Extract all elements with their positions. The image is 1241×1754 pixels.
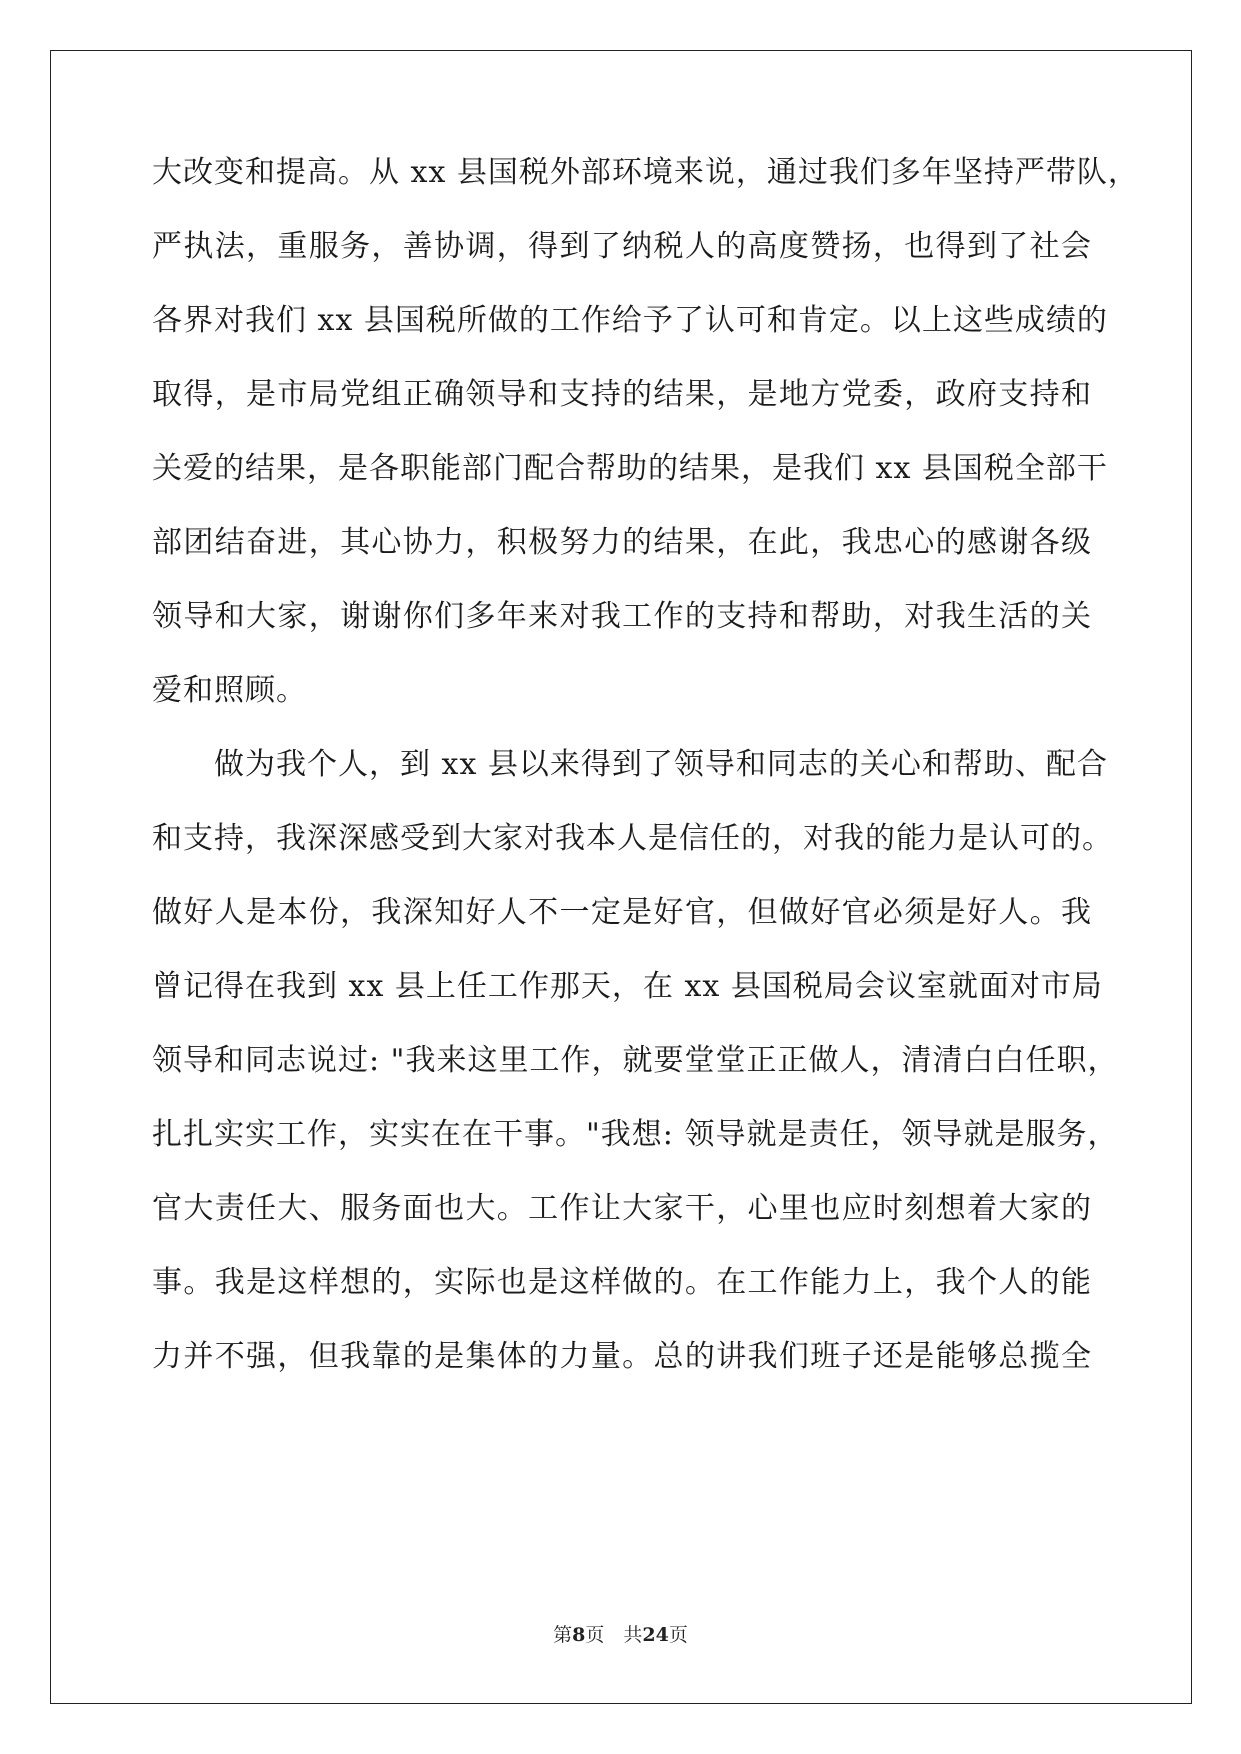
footer-mid: 页 共 <box>585 1624 643 1646</box>
text-line: 各界对我们 xx 县国税所做的工作给予了认可和肯定。以上这些成绩的 <box>152 303 1108 338</box>
text-line: 关爱的结果，是各职能部门配合帮助的结果，是我们 xx 县国税全部干 <box>152 451 1108 486</box>
text-line: 曾记得在我到 xx 县上任工作那天，在 xx 县国税局会议室就面对市局 <box>152 969 1103 1004</box>
text-line: 做好人是本份，我深知好人不一定是好官，但做好官必须是好人。我 <box>152 895 1092 930</box>
total-page-number: 24 <box>642 1624 669 1646</box>
text-line: 力并不强，但我靠的是集体的力量。总的讲我们班子还是能够总揽全 <box>152 1339 1092 1374</box>
text-line: 严执法，重服务，善协调，得到了纳税人的高度赞扬，也得到了社会 <box>152 229 1092 264</box>
page-border <box>50 50 1192 1704</box>
text-line: 扎扎实实工作，实实在在干事。"我想: 领导就是责任，领导就是服务， <box>152 1117 1119 1152</box>
current-page-number: 8 <box>572 1624 586 1646</box>
text-line: 官大责任大、服务面也大。工作让大家干，心里也应时刻想着大家的 <box>152 1191 1092 1226</box>
text-line: 领导和同志说过: "我来这里工作，就要堂堂正正做人，清清白白任职， <box>152 1043 1119 1078</box>
text-line: 事。我是这样想的，实际也是这样做的。在工作能力上，我个人的能 <box>152 1265 1092 1300</box>
footer-prefix: 第 <box>553 1624 573 1646</box>
text-line: 爱和照顾。 <box>152 673 307 708</box>
footer-suffix: 页 <box>668 1624 688 1646</box>
text-line: 大改变和提高。从 xx 县国税外部环境来说，通过我们多年坚持严带队， <box>152 155 1139 190</box>
text-line: 部团结奋进，其心协力，积极努力的结果，在此，我忠心的感谢各级 <box>152 525 1092 560</box>
text-line: 取得，是市局党组正确领导和支持的结果，是地方党委，政府支持和 <box>152 377 1092 412</box>
page-number-footer <box>0 1623 1241 1647</box>
text-line: 领导和大家，谢谢你们多年来对我工作的支持和帮助，对我生活的关 <box>152 599 1092 634</box>
text-line: 和支持，我深深感受到大家对我本人是信任的，对我的能力是认可的。 <box>152 821 1113 856</box>
text-line: 做为我个人，到 xx 县以来得到了领导和同志的关心和帮助、配合 <box>214 747 1108 782</box>
